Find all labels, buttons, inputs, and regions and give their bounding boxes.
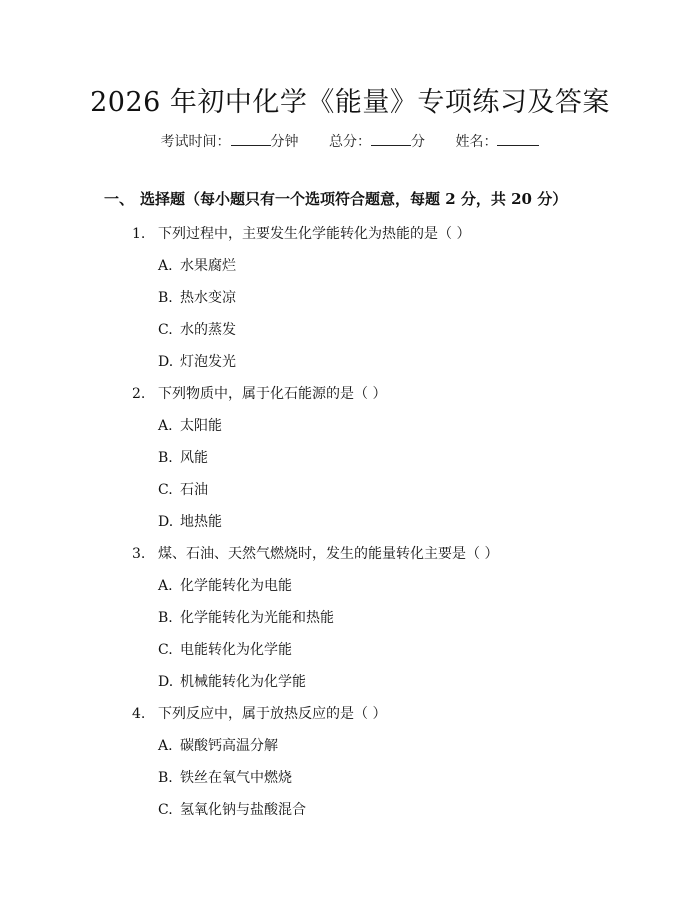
option-item [0,410,700,442]
question-stem [0,538,700,570]
question-stem [0,218,700,250]
option-text: 氢氧化钠与盐酸混合 [180,802,306,818]
total-score-unit: 分 [411,134,425,150]
question-number: 1. [132,226,146,242]
option-text: 风能 [180,450,208,466]
question-item [0,698,700,826]
student-name-field [455,131,539,151]
exam-time-blank [231,133,271,146]
option-item [0,602,700,634]
option-text: 石油 [180,482,208,498]
option-text: 水的蒸发 [180,322,236,338]
option-text: 热水变凉 [180,290,236,306]
option-text: 电能转化为化学能 [180,642,292,658]
option-text: 化学能转化为电能 [180,578,292,594]
option-letter: A. [158,738,173,754]
option-text: 化学能转化为光能和热能 [180,610,334,626]
total-score-field [329,131,425,151]
option-letter: D. [158,514,174,530]
option-item [0,730,700,762]
option-item [0,570,700,602]
question-text: 煤、石油、天然气燃烧时，发生的能量转化主要是（ ） [158,546,499,562]
option-item [0,282,700,314]
question-number: 4. [132,706,146,722]
exam-time-field [161,131,299,151]
option-item [0,666,700,698]
option-item [0,250,700,282]
total-score-label: 总分： [329,134,371,150]
page-title: 2026 年初中化学《能量》专项练习及答案 [90,87,610,118]
option-text: 机械能转化为化学能 [180,674,306,690]
option-text: 铁丝在氧气中燃烧 [180,770,292,786]
option-item [0,794,700,826]
option-item [0,346,700,378]
total-score-blank [371,133,411,146]
section-title: 选择题（每小题只有一个选项符合题意，每题 2 分，共 20 分） [140,190,568,208]
option-item [0,314,700,346]
exam-time-label: 考试时间： [160,134,231,150]
question-text: 下列物质中，属于化石能源的是（ ） [158,386,387,402]
question-text: 下列反应中，属于放热反应的是（ ） [158,706,387,722]
question-text: 下列过程中，主要发生化学能转化为热能的是（ ） [158,226,471,242]
exam-info-row [0,131,700,151]
option-text: 灯泡发光 [180,354,236,370]
exam-time-unit: 分钟 [270,134,299,150]
option-item [0,474,700,506]
question-item [0,218,700,378]
option-item [0,442,700,474]
option-text: 地热能 [180,514,222,530]
option-text: 太阳能 [180,418,222,434]
option-letter: B. [158,610,173,626]
student-name-label: 姓名： [455,134,498,150]
question-item [0,378,700,538]
student-name-blank [497,133,539,146]
option-item [0,634,700,666]
option-text: 碳酸钙高温分解 [180,738,278,754]
option-letter: B. [158,450,173,466]
option-letter: B. [158,770,173,786]
question-stem [0,378,700,410]
option-letter: C. [158,802,173,818]
section-number: 一、 [104,190,135,208]
question-stem [0,698,700,730]
option-letter: D. [158,674,174,690]
option-letter: C. [158,642,173,658]
option-item [0,506,700,538]
option-letter: C. [158,322,173,338]
option-letter: A. [158,258,173,274]
option-text: 水果腐烂 [180,258,236,274]
question-number: 3. [132,546,146,562]
option-letter: B. [158,290,173,306]
question-item [0,538,700,698]
option-letter: D. [158,354,174,370]
question-list [0,218,700,826]
question-number: 2. [132,386,146,402]
option-letter: A. [158,578,173,594]
section-heading [104,188,567,209]
option-letter: C. [158,482,173,498]
option-item [0,762,700,794]
option-letter: A. [158,418,173,434]
